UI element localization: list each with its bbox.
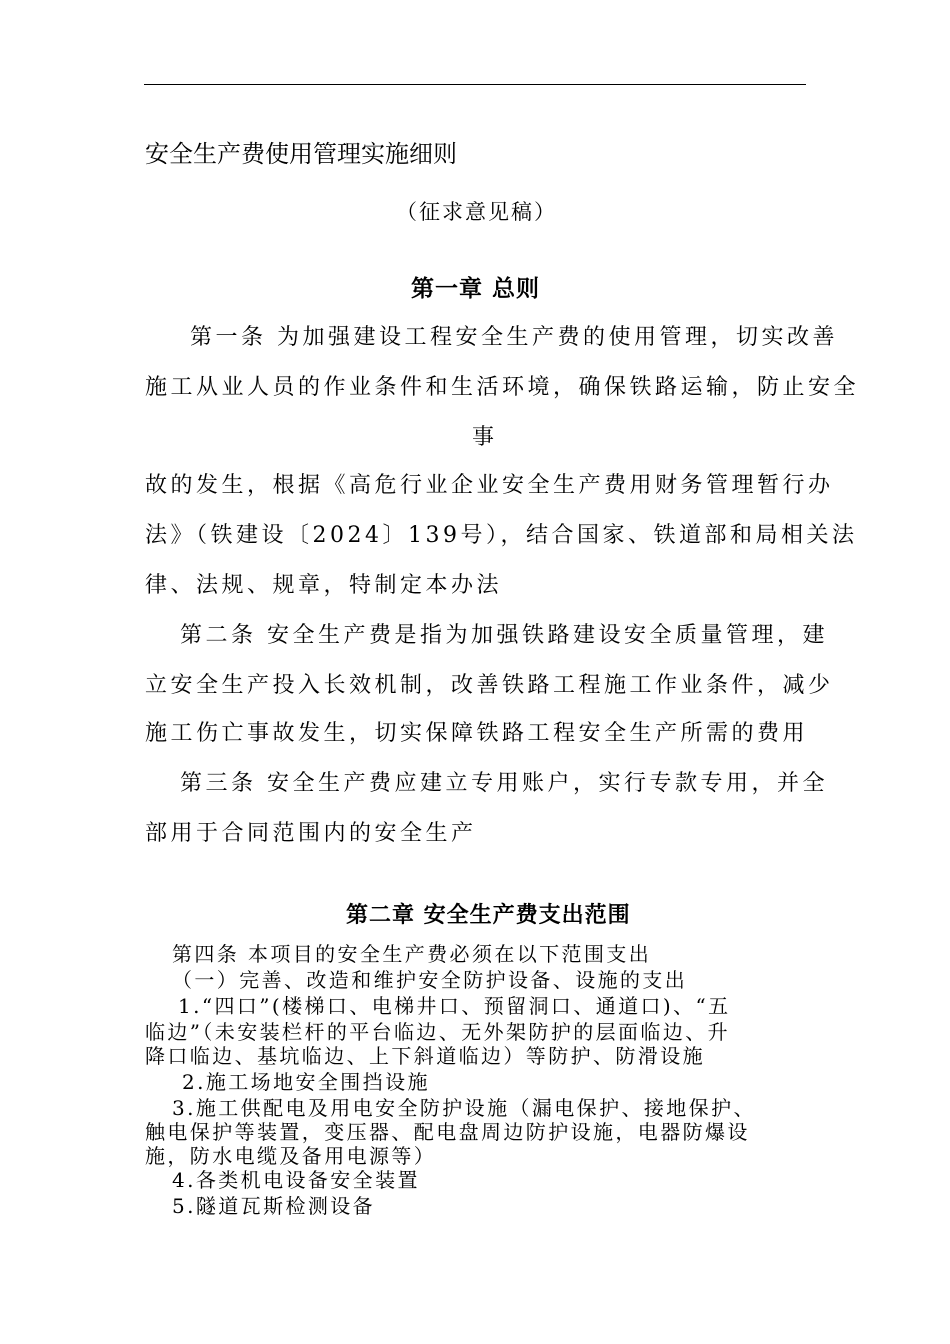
header-rule [144,84,806,85]
chapter-1-heading: 第一章 总则 [411,276,541,302]
paragraph-line: 第二条 安全生产费是指为加强铁路建设安全质量管理，建 [180,623,828,648]
chapter-2-heading: 第二章 安全生产费支出范围 [346,903,631,928]
list-line: 临边”（未安装栏杆的平台临边、无外架防护的层面临边、升 [145,1020,731,1044]
paragraph-line: 故的发生，根据《高危行业企业安全生产费用财务管理暂行办 [145,473,834,498]
paragraph-line: 法》（铁建设〔2024〕139号），结合国家、铁道部和局相关法 [145,523,858,548]
list-line: 5.隧道瓦斯检测设备 [172,1194,376,1218]
list-line: 施，防水电缆及备用电源等） [145,1144,437,1168]
list-line: 3.施工供配电及用电安全防护设施（漏电保护、接地保护、 [172,1096,756,1120]
document-title: 安全生产费使用管理实施细则 [145,140,457,168]
paragraph-line: 第一条 为加强建设工程安全生产费的使用管理，切实改善 [190,325,838,350]
list-line: 降口临边、基坑临边、上下斜道临边）等防护、防滑设施 [145,1044,705,1068]
list-line: （一）完善、改造和维护安全防护设备、设施的支出 [172,968,688,992]
paragraph-line: 第三条 安全生产费应建立专用账户，实行专款专用，并全 [180,771,828,796]
list-line: 第四条 本项目的安全生产费必须在以下范围支出 [172,942,652,966]
paragraph-line: 律、法规、规章，特制定本办法 [145,573,503,598]
paragraph-line: 施工伤亡事故发生，切实保障铁路工程安全生产所需的费用 [145,721,809,746]
list-line: 触电保护等装置，变压器、配电盘周边防护设施，电器防爆设 [145,1120,750,1144]
paragraph-line: 部用于合同范围内的安全生产 [145,821,477,846]
document-subtitle: （征求意见稿） [396,200,557,224]
paragraph-line: 施工从业人员的作业条件和生活环境，确保铁路运输，防止安全 [145,375,860,400]
list-line: 1.“四口”(楼梯口、电梯井口、预留洞口、通道口)、“五 [178,994,731,1018]
paragraph-line: 事 [472,425,498,450]
paragraph-line: 立安全生产投入长效机制，改善铁路工程施工作业条件，减少 [145,673,834,698]
list-line: 2.施工场地安全围挡设施 [182,1070,430,1094]
list-line: 4.各类机电设备安全装置 [172,1168,420,1192]
